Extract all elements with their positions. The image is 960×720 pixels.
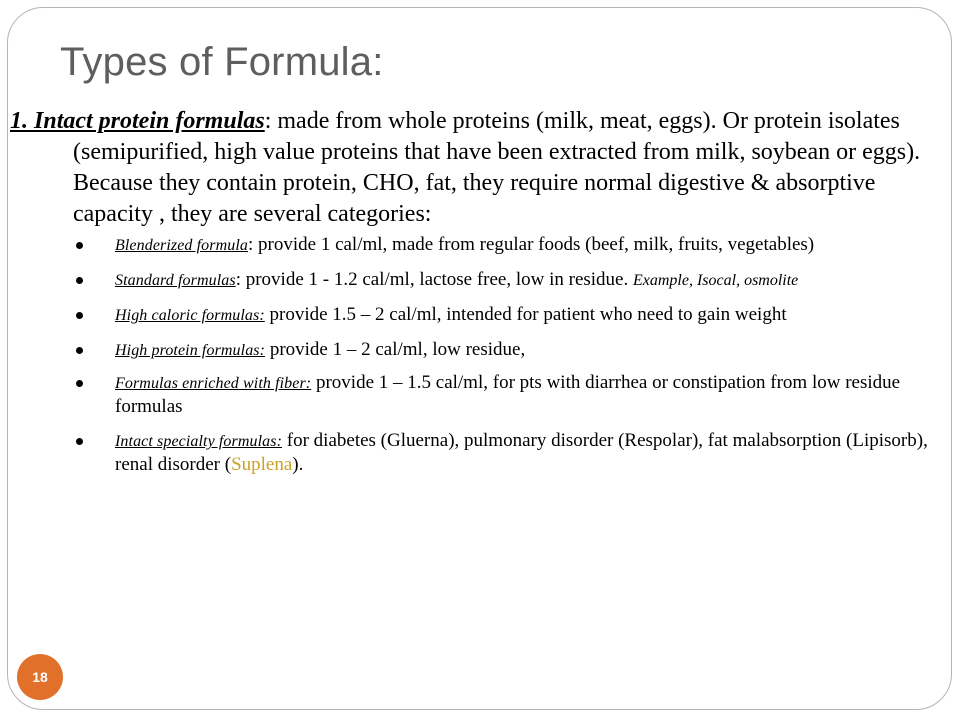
bullet-dot-icon	[76, 380, 83, 387]
list-item-term: Intact specialty formulas:	[115, 433, 283, 450]
intro-lead-term: 1. Intact protein formulas	[10, 108, 265, 134]
list-item-term: High caloric formulas:	[115, 307, 265, 324]
highlighted-product: Suplena	[231, 454, 293, 475]
intro-paragraph	[10, 106, 950, 230]
list-item-high-caloric	[76, 303, 952, 327]
list-item-text: provide 1.5 – 2 cal/ml, intended for patient who need to gain weight	[264, 304, 787, 325]
list-item-high-protein	[76, 338, 952, 362]
list-item-specialty	[76, 429, 952, 476]
list-item-text: provide 1 – 1.5 cal/ml, for pts with diarrhea or constipation from low residue formulas	[115, 372, 901, 417]
list-item-term: Blenderized formula	[115, 237, 248, 254]
list-item-text: provide 1 – 2 cal/ml, low residue,	[265, 339, 526, 360]
bullet-dot-icon	[76, 277, 83, 284]
intro-text: : made from whole proteins (milk, meat, eggs). Or protein isolates (semipurified, high value proteins that have been extracted from milk, soybean or eggs). Because they contain protein, CHO, fat, they require normal digestive & absorptive capacity , they are several categories:	[73, 108, 921, 227]
bullet-dot-icon	[76, 312, 83, 319]
list-item-text: : provide 1 - 1.2 cal/ml, lactose free, low in residue.	[235, 269, 633, 290]
formula-categories-list	[76, 233, 952, 487]
bullet-dot-icon	[76, 242, 83, 249]
list-item-standard	[76, 268, 952, 292]
list-item-text: : provide 1 cal/ml, made from regular foods (beef, milk, fruits, vegetables)	[248, 234, 815, 255]
page-number-badge: 18	[17, 654, 63, 700]
slide-title: Types of Formula:	[60, 40, 384, 84]
list-item-blenderized	[76, 233, 952, 257]
list-item-text-after: ).	[292, 454, 304, 475]
bullet-dot-icon	[76, 347, 83, 354]
list-item-term: High protein formulas:	[115, 342, 266, 359]
list-item-term: Formulas enriched with fiber:	[115, 375, 312, 392]
bullet-dot-icon	[76, 438, 83, 445]
list-item-text: for diabetes (Gluerna), pulmonary disorder (Respolar), fat malabsorption (Lipisorb), renal disorder (	[115, 430, 928, 475]
list-item-fiber	[76, 371, 952, 418]
list-item-term: Standard formulas	[115, 272, 236, 289]
list-item-example: Example, Isocal, osmolite	[632, 272, 799, 289]
